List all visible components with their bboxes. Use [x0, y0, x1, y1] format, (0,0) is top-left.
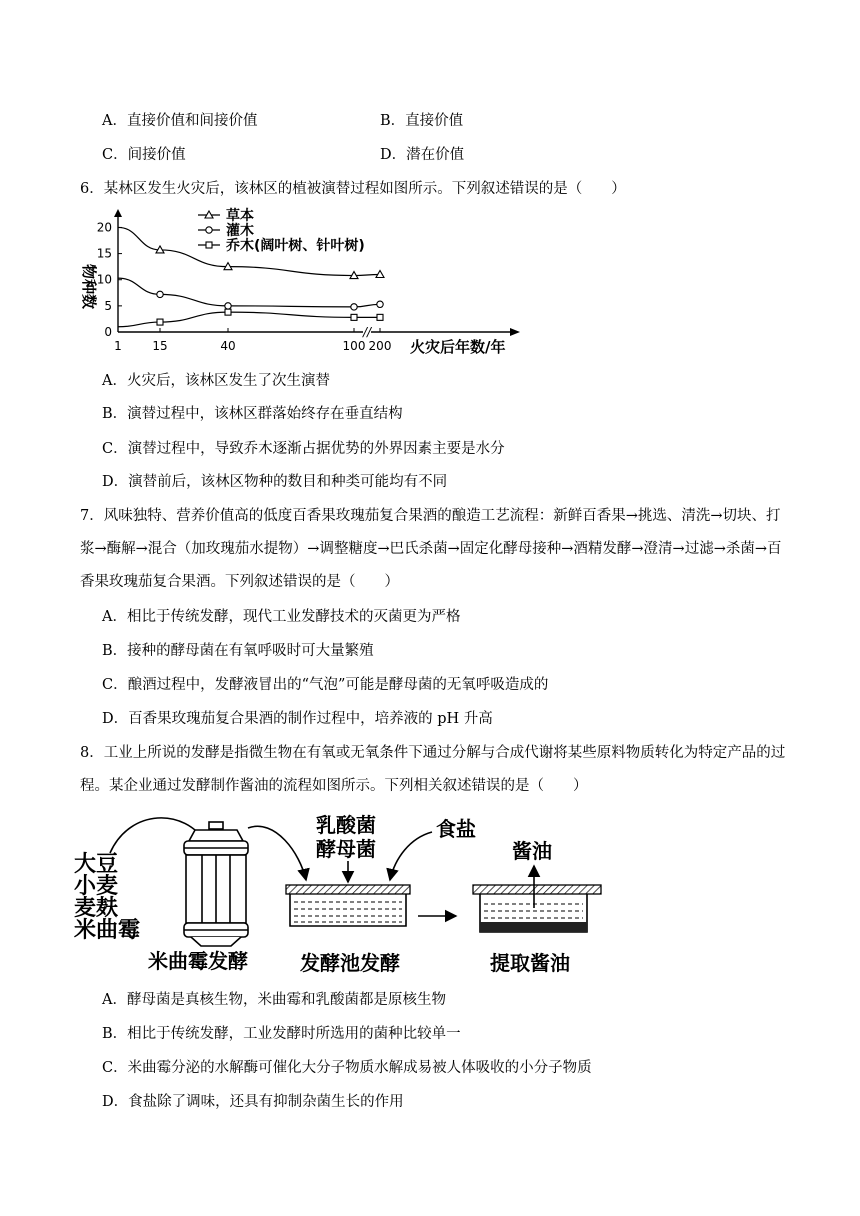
- arrow-salt: [390, 832, 432, 880]
- q6-option-c: C．演替过程中，导致乔木逐渐占据优势的外界因素主要是水分: [102, 441, 505, 457]
- data-point-circle: [206, 227, 212, 233]
- q8-option-b: B．相比于传统发酵，工业发酵时所选用的菌种比较单一: [102, 1026, 461, 1042]
- material-bran: 麦麸: [74, 896, 119, 921]
- data-point-square: [351, 314, 357, 320]
- y-axis-arrow: [114, 209, 122, 217]
- product-label: 酱油: [512, 839, 552, 863]
- x-tick-label: 15: [152, 339, 168, 353]
- data-point-circle: [157, 291, 163, 297]
- salt-label: 食盐: [436, 817, 476, 841]
- q6-option-d: D．演替前后，该林区物种的数目和种类可能均有不同: [102, 474, 448, 490]
- x-tick-label: 40: [220, 339, 236, 353]
- y-tick-label: 0: [104, 325, 112, 339]
- data-point-square: [377, 314, 383, 320]
- q8-option-a: A．酵母菌是真核生物，米曲霉和乳酸菌都是原核生物: [102, 992, 446, 1008]
- fermenter-icon: [184, 822, 248, 946]
- q5-option-d: D．潜在价值: [380, 147, 465, 163]
- y-axis-label: 物种数: [80, 264, 98, 310]
- fermentation-tank-icon: [286, 885, 410, 926]
- legend-label: 乔木(阔叶树、针叶树): [226, 238, 365, 254]
- q7-stem: 7．风味独特、营养价值高的低度百香果玫瑰茄复合果酒的酿造工艺流程：新鲜百香果→挑选、清洗→切块、打浆→酶解→混合（加玫瑰茄水提物）→调整糖度→巴氏杀菌→固定化酵母接种→酒精发酵→澄清→过滤→杀菌→百香果玫瑰茄复合果酒。下列叙述错误的是（ ）: [80, 508, 782, 590]
- x-tick-label: 1: [114, 339, 122, 353]
- q7-option-d: D．百香果玫瑰茄复合果酒的制作过程中，培养液的 pH 升高: [102, 711, 493, 727]
- y-tick-label: 15: [96, 246, 112, 261]
- microbe-yeast: 酵母菌: [316, 837, 376, 861]
- q7-option-c: C．酿酒过程中，发酵液冒出的“气泡”可能是酵母菌的无氧呼吸造成的: [102, 677, 549, 693]
- legend-label: 灌木: [226, 223, 254, 239]
- y-tick-label: 5: [104, 298, 112, 313]
- legend-item: [198, 237, 365, 254]
- x-tick-label: 100: [342, 339, 366, 353]
- series-shrub: [118, 278, 383, 310]
- material-soybean: 大豆: [74, 852, 119, 877]
- q5-option-b: B．直接价值: [380, 113, 464, 129]
- stage-aspergillus-fermentation: 米曲霉发酵: [148, 949, 248, 973]
- q7-option-a: A．相比于传统发酵，现代工业发酵技术的灭菌更为严格: [102, 609, 461, 625]
- series-tree: [118, 309, 383, 327]
- q6-stem: 6．某林区发生火灾后，该林区的植被演替过程如图所示。下列叙述错误的是（ ）: [80, 181, 626, 197]
- q8-option-c: C．米曲霉分泌的水解酶可催化大分子物质水解成易被人体吸收的小分子物质: [102, 1060, 592, 1076]
- q5-option-a: A．直接价值和间接价值: [102, 113, 258, 129]
- data-point-circle: [351, 304, 357, 310]
- material-aspergillus: 米曲霉: [74, 918, 141, 943]
- data-point-circle: [377, 301, 383, 307]
- q6-option-b: B．演替过程中，该林区群落始终存在垂直结构: [102, 406, 403, 422]
- q8-stem: 8．工业上所说的发酵是指微生物在有氧或无氧条件下通过分解与合成代谢将某些原料物质转化为特定产品的过程。某企业通过发酵制作酱油的流程如图所示。下列相关叙述错误的是（ ）: [80, 745, 786, 794]
- data-point-square: [206, 242, 212, 248]
- legend-label: 草本: [226, 208, 254, 224]
- data-point-square: [225, 309, 231, 315]
- microbe-lactic: 乳酸菌: [316, 813, 376, 837]
- stage-tank-fermentation: 发酵池发酵: [300, 951, 400, 975]
- soy-sauce-process-diagram: [70, 808, 630, 980]
- q7-option-b: B．接种的酵母菌在有氧呼吸时可大量繁殖: [102, 643, 374, 659]
- y-tick-label: 20: [96, 220, 112, 235]
- arrow-to-tank: [248, 826, 306, 880]
- x-axis-arrow: [510, 328, 520, 336]
- q6-option-a: A．火灾后，该林区发生了次生演替: [102, 373, 330, 389]
- q5-option-c: C．间接价值: [102, 147, 186, 163]
- q8-option-d: D．食盐除了调味，还具有抑制杂菌生长的作用: [102, 1094, 404, 1110]
- data-point-square: [157, 319, 163, 325]
- chart-legend: [198, 207, 365, 254]
- succession-line-chart: [80, 205, 530, 365]
- chart-axes: [80, 209, 520, 356]
- x-axis-break: //: [362, 325, 372, 339]
- legend-item: [198, 207, 254, 224]
- legend-item: [198, 222, 254, 239]
- data-point-circle: [225, 303, 231, 309]
- y-tick-label: 10: [96, 272, 112, 287]
- x-tick-label: 200: [368, 339, 392, 353]
- x-axis-label: 火灾后年数/年: [410, 338, 506, 356]
- material-wheat: 小麦: [74, 874, 119, 899]
- extraction-tank-icon: [473, 866, 601, 932]
- stage-extraction: 提取酱油: [490, 951, 570, 975]
